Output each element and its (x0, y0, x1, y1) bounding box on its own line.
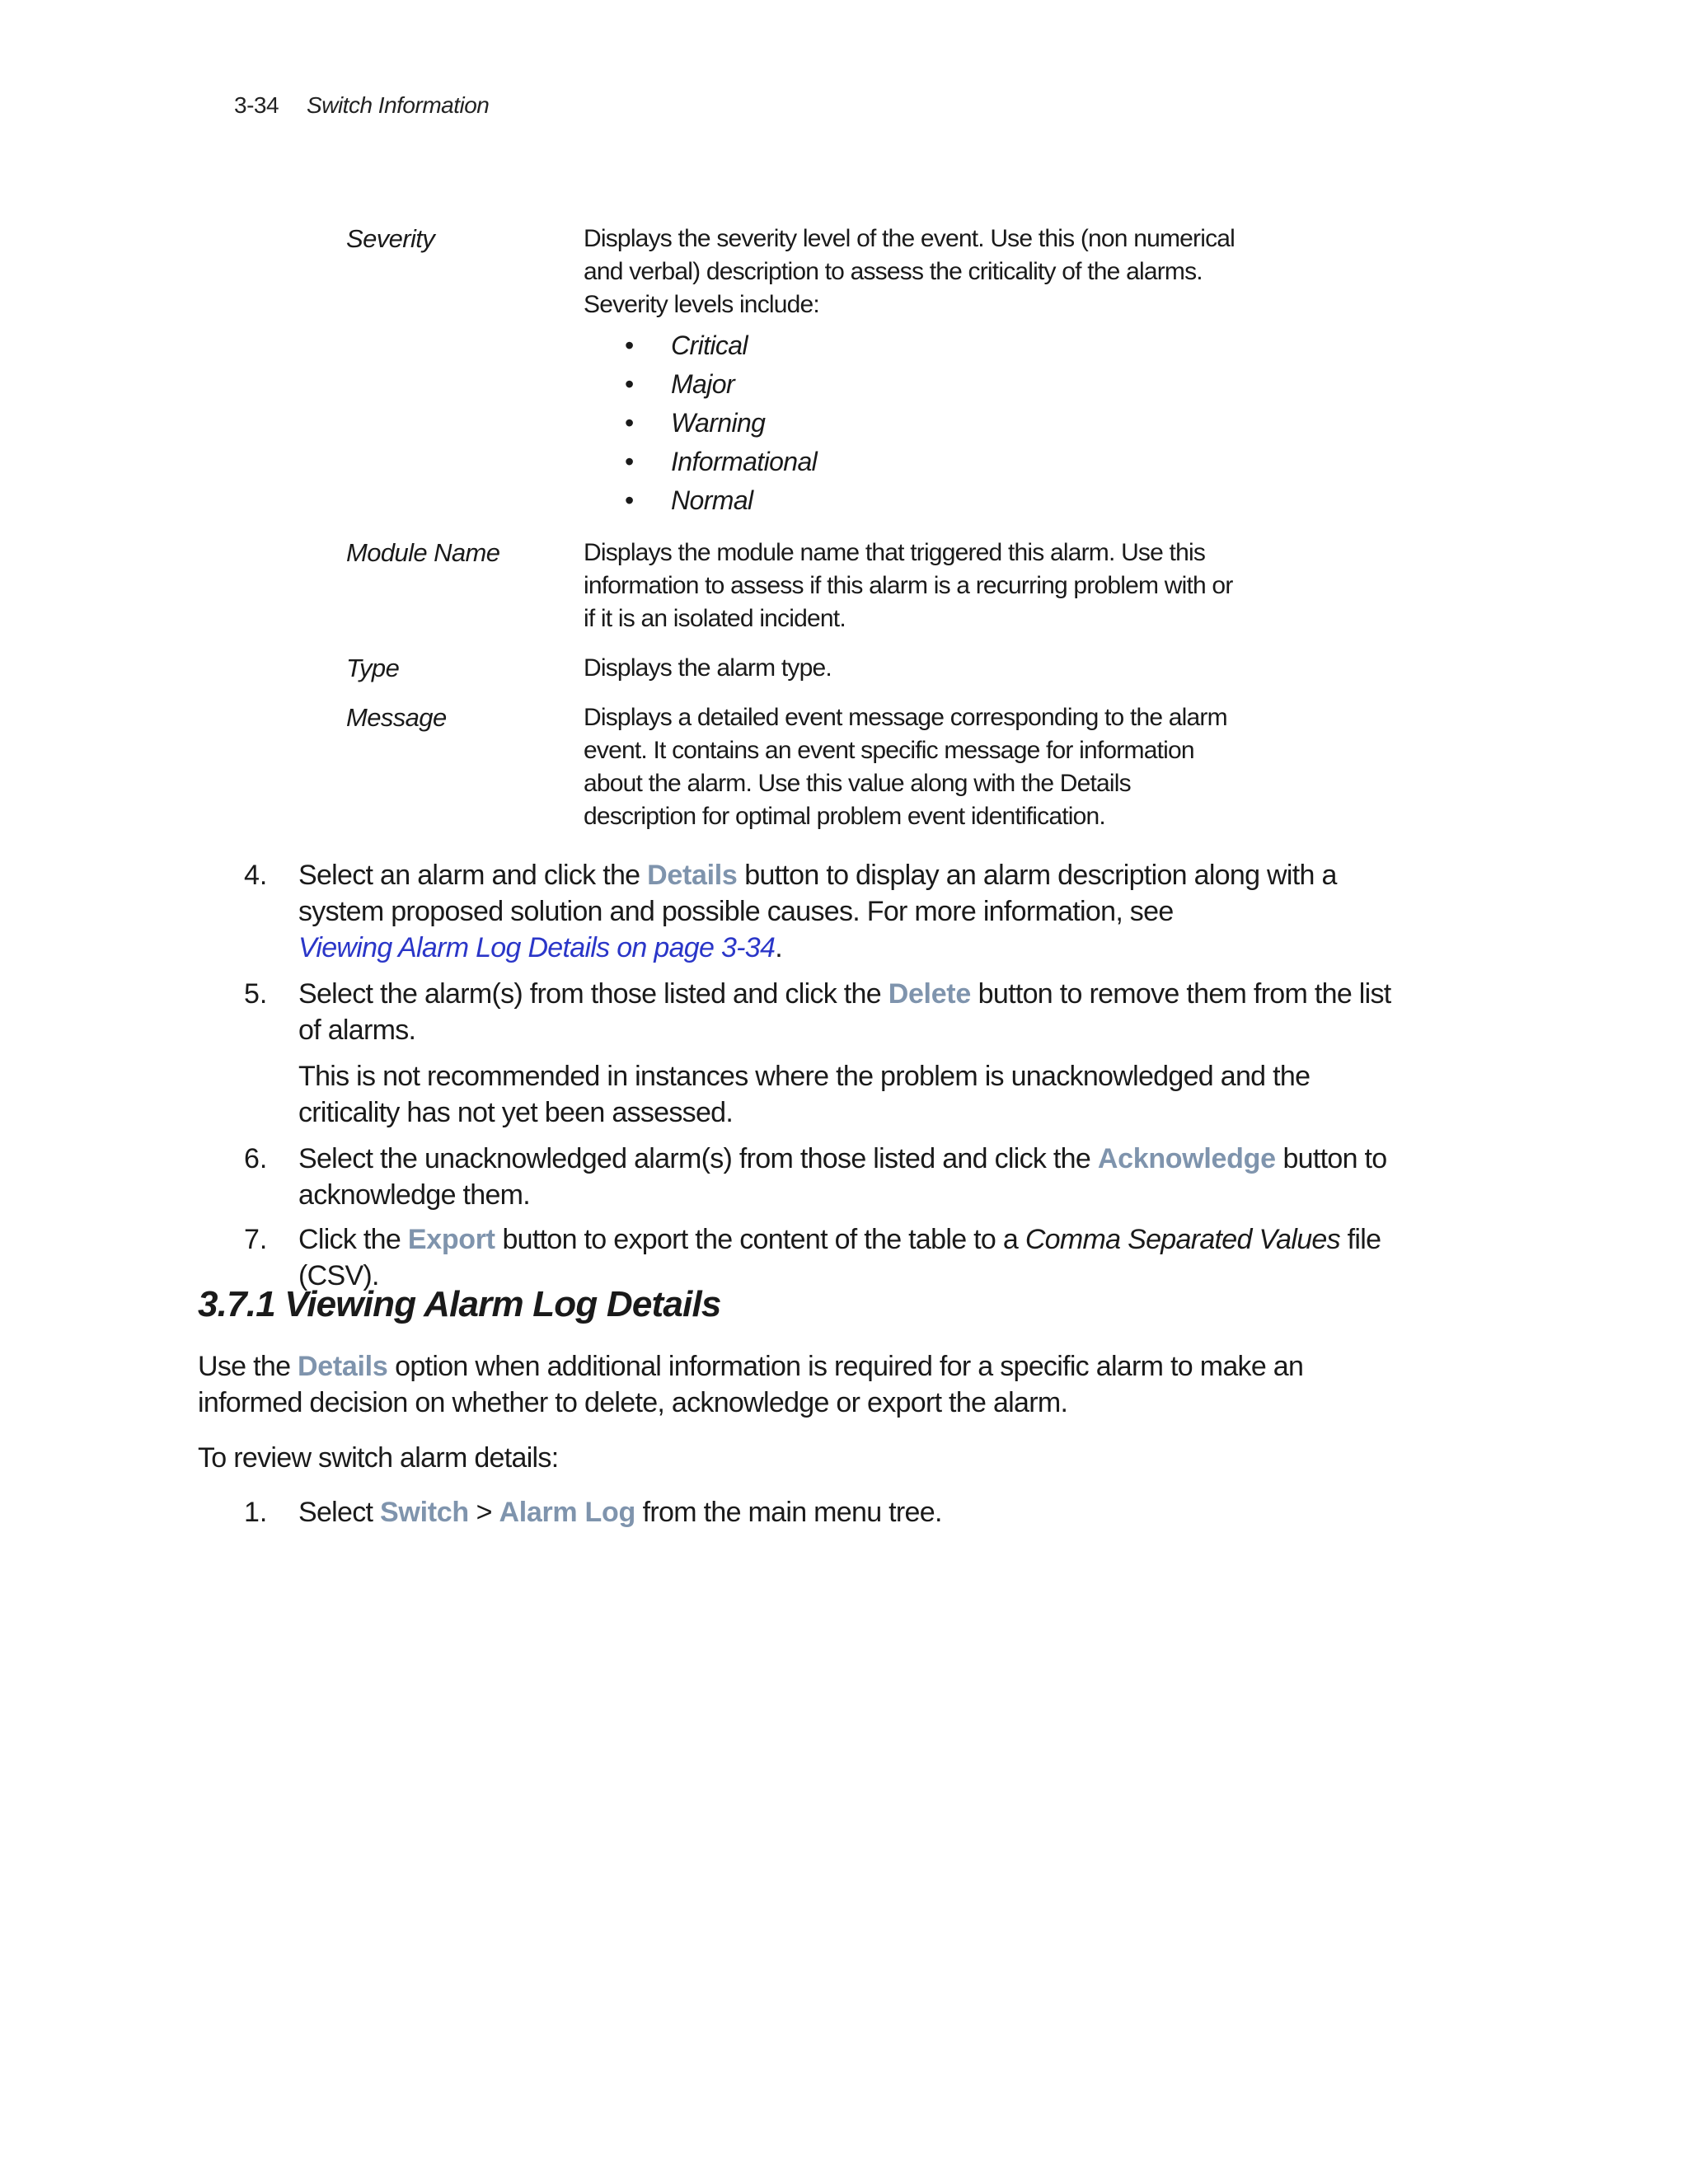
step-text: Select Switch > Alarm Log from the main menu tree. (298, 1497, 942, 1528)
step-number: 7. (244, 1224, 268, 1255)
definition-description: Displays a detailed event message corresponding to the alarm event. It contains an event specific message for information about the alarm. Use this value along with the Details description for optimal problem event identification. (584, 704, 1227, 830)
delete-button-reference: Delete (888, 978, 971, 1010)
section-heading: 3.7.1 Viewing Alarm Log Details (198, 1284, 721, 1324)
list-item: • Normal (625, 481, 1245, 520)
procedure-steps-detail (244, 1494, 1414, 1530)
definition-description: Displays the module name that triggered this alarm. Use this information to assess if this alarm is a recurring problem with or if it is an isolated incident. (584, 539, 1233, 632)
step-5 (244, 976, 1414, 1131)
step-text: Select an alarm and click the Details button to display an alarm description along with a system proposed solution and possible causes. For more information, see Viewing Alarm Log Details on page 3-34. (298, 860, 1337, 963)
page-number: 3-34 (234, 92, 279, 118)
details-button-reference: Details (647, 860, 738, 891)
step-text: Select the unacknowledged alarm(s) from those listed and click the Acknowledge button to acknowledge them. (298, 1143, 1387, 1211)
running-section-title: Switch Information (307, 92, 490, 118)
step-7 (244, 1221, 1414, 1294)
list-item: • Warning (625, 404, 1245, 443)
bullet-icon: • (625, 447, 634, 476)
definition-term: Module Name (346, 538, 500, 567)
details-option-reference: Details (298, 1351, 388, 1382)
definition-row-module-name (346, 537, 1245, 635)
step-4 (244, 857, 1414, 966)
definition-description: Displays the alarm type. (584, 654, 832, 682)
step-number: 4. (244, 860, 268, 891)
step-text: Click the Export button to export the content of the table to a Comma Separated Values file (CSV). (298, 1224, 1381, 1291)
step-number: 1. (244, 1497, 268, 1528)
definition-term: Severity (346, 224, 435, 253)
step-number: 6. (244, 1143, 268, 1174)
list-item: • Critical (625, 326, 1245, 365)
definition-term: Message (346, 703, 447, 732)
running-header (234, 92, 489, 119)
procedure-lead-in: To review switch alarm details: (198, 1442, 559, 1474)
definition-text: Displays the severity level of the event. Use this (non numerical and verbal) description to assess the criticality of the alarms. Severity levels include: (584, 225, 1236, 318)
step-number: 5. (244, 978, 268, 1010)
bullet-icon: • (625, 408, 634, 438)
definition-description (584, 223, 1245, 520)
switch-menu-reference: Switch (380, 1497, 469, 1528)
export-button-reference: Export (407, 1224, 495, 1255)
step-1 (244, 1494, 1414, 1530)
definition-row-message (346, 701, 1245, 833)
bullet-icon: • (625, 485, 634, 515)
list-item: • Informational (625, 443, 1245, 481)
section-intro-paragraph: Use the Details option when additional information is required for a specific alarm to make an informed decision on whether to delete, acknowledge or export the alarm. (198, 1351, 1304, 1418)
step-note: This is not recommended in instances where the problem is unacknowledged and the criticality has not yet been assessed. (298, 1061, 1311, 1128)
field-definition-table (346, 223, 1245, 850)
list-item: • Major (625, 365, 1245, 404)
step-6 (244, 1141, 1414, 1213)
severity-level-list (584, 326, 1245, 520)
bullet-icon: • (625, 369, 634, 399)
definition-row-type (346, 652, 1245, 685)
definition-term: Type (346, 654, 400, 682)
cross-reference-link[interactable]: Viewing Alarm Log Details on page 3-34 (298, 932, 776, 963)
acknowledge-button-reference: Acknowledge (1097, 1143, 1276, 1174)
procedure-steps (244, 857, 1414, 1294)
bullet-icon: • (625, 330, 634, 360)
step-text: Select the alarm(s) from those listed and click the Delete button to remove them from the list of alarms. (298, 978, 1391, 1046)
alarm-log-menu-reference: Alarm Log (499, 1497, 635, 1528)
definition-row-severity (346, 223, 1245, 520)
